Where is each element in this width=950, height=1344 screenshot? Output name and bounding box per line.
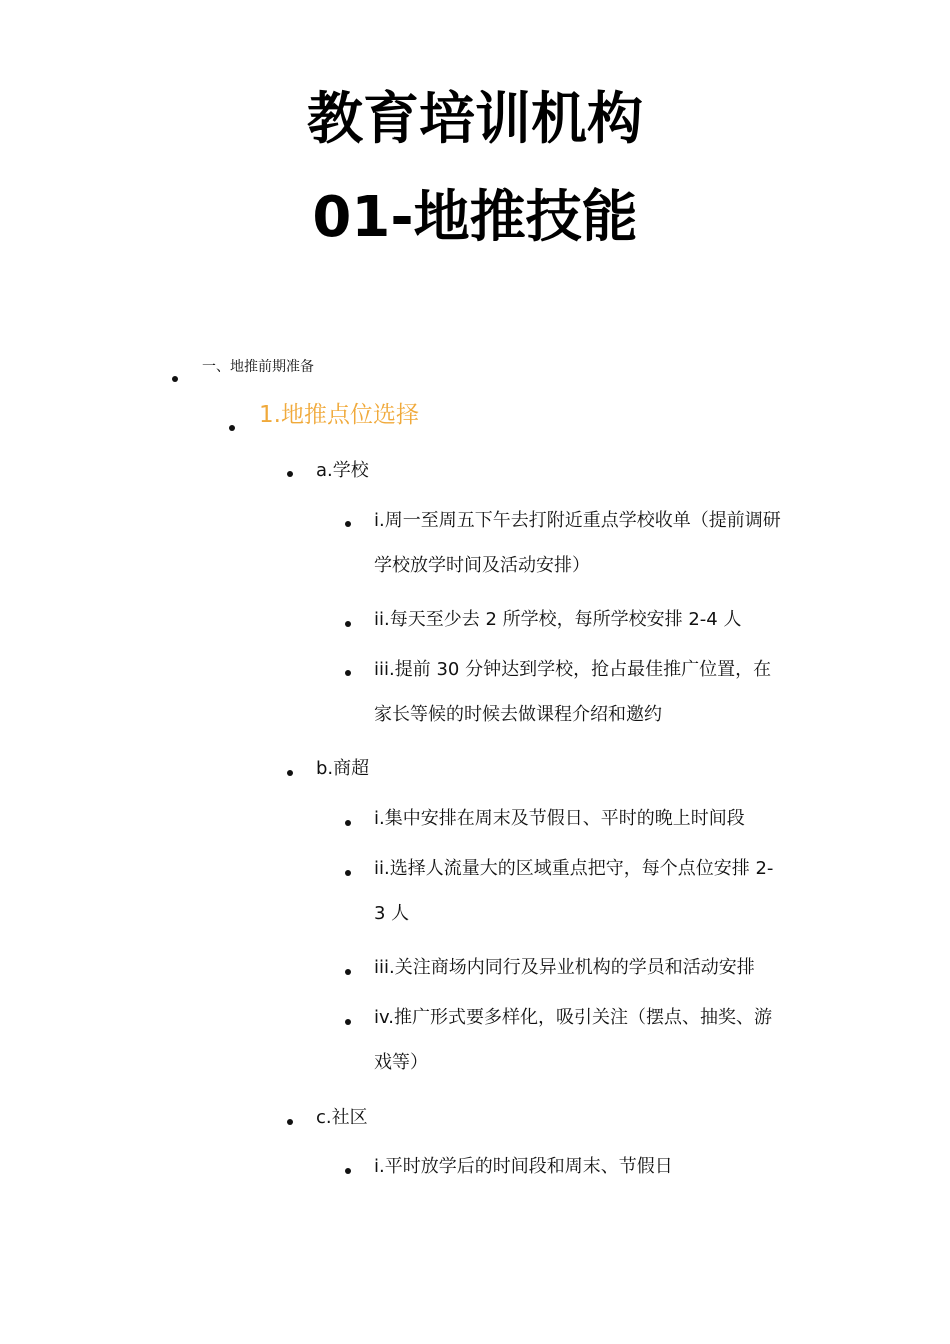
document-title-line-2: 01-地推技能	[312, 185, 638, 250]
list-item-continuation: 学校放学时间及活动安排）	[374, 555, 590, 576]
bullet-icon	[345, 521, 351, 527]
bullet-icon	[287, 770, 293, 776]
bullet-icon	[345, 870, 351, 876]
list-item: iii.关注商场内同行及异业机构的学员和活动安排	[374, 957, 755, 978]
bullet-icon	[287, 471, 293, 477]
list-item: i.平时放学后的时间段和周末、节假日	[374, 1156, 673, 1177]
list-item: ii.选择人流量大的区域重点把守，每个点位安排 2-	[374, 858, 774, 879]
list-item-community: c.社区	[316, 1107, 368, 1128]
bullet-icon	[345, 621, 351, 627]
bullet-icon	[345, 969, 351, 975]
document-title-line-1: 教育培训机构	[307, 87, 643, 152]
list-item: iii.提前 30 分钟达到学校，抢占最佳推广位置，在	[374, 659, 772, 680]
bullet-icon	[172, 376, 178, 382]
list-item: iv.推广形式要多样化，吸引关注（摆点、抽奖、游	[374, 1007, 772, 1028]
list-item: ii.每天至少去 2 所学校，每所学校安排 2-4 人	[374, 609, 742, 630]
list-item-continuation: 家长等候的时候去做课程介绍和邀约	[374, 704, 662, 725]
list-item: i.周一至周五下午去打附近重点学校收单（提前调研	[374, 510, 781, 531]
bullet-icon	[287, 1119, 293, 1125]
bullet-icon	[345, 1168, 351, 1174]
section-heading: 一、地推前期准备	[202, 359, 314, 375]
list-item-continuation: 3 人	[374, 903, 410, 924]
bullet-icon	[229, 425, 235, 431]
bullet-icon	[345, 670, 351, 676]
list-item-continuation: 戏等）	[374, 1052, 428, 1073]
list-item-mall: b.商超	[316, 758, 370, 779]
list-item-school: a.学校	[316, 460, 369, 481]
list-item: i.集中安排在周末及节假日、平时的晚上时间段	[374, 808, 745, 829]
bullet-icon	[345, 1019, 351, 1025]
bullet-icon	[345, 820, 351, 826]
subsection-heading: 1.地推点位选择	[259, 402, 419, 428]
